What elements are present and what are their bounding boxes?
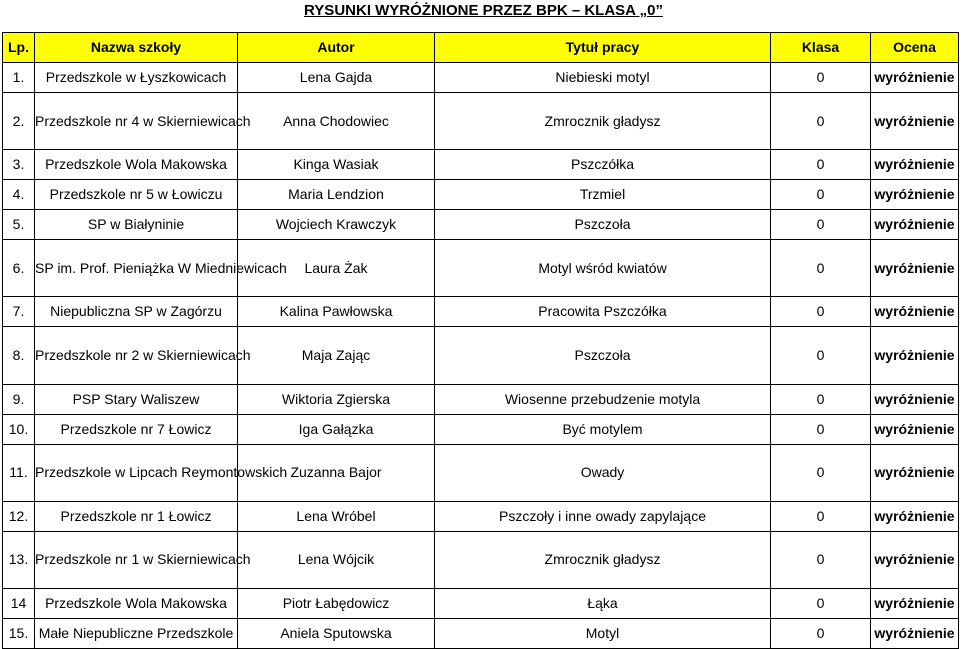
grade-value: wyróżnienie: [871, 150, 959, 180]
table-row: [3, 618, 959, 648]
grade-value: wyróżnienie: [871, 63, 959, 93]
work-title: Pszczoły i inne owady zapylające: [435, 501, 771, 531]
author-name: Lena Gajda: [238, 63, 435, 93]
row-number: 1.: [3, 63, 35, 93]
row-number: 15.: [3, 618, 35, 648]
school-name: Przedszkole nr 1 Łowicz: [35, 501, 238, 531]
table-row: [3, 414, 959, 444]
awards-table: [2, 32, 959, 649]
header-row: [3, 33, 959, 63]
school-name: PSP Stary Waliszew: [35, 384, 238, 414]
page-title: RYSUNKI WYRÓŻNIONE PRZEZ BPK – KLASA „0”: [304, 2, 663, 19]
school-name: Przedszkole w Łyszkowicach: [35, 63, 238, 93]
school-name: Przedszkole nr 4 w Skierniewicach: [35, 93, 238, 150]
grade-value: wyróżnienie: [871, 93, 959, 150]
school-name: Przedszkole nr 2 w Skierniewicach: [35, 327, 238, 384]
author-name: Maria Lendzion: [238, 180, 435, 210]
class-value: 0: [771, 501, 871, 531]
grade-value: wyróżnienie: [871, 414, 959, 444]
row-number: 9.: [3, 384, 35, 414]
row-number: 6.: [3, 240, 35, 297]
class-value: 0: [771, 150, 871, 180]
row-number: 7.: [3, 297, 35, 327]
grade-value: wyróżnienie: [871, 588, 959, 618]
school-name: Przedszkole w Lipcach Reymontowskich: [35, 444, 238, 501]
class-value: 0: [771, 297, 871, 327]
header-lp: Lp.: [3, 33, 35, 63]
table-row: [3, 531, 959, 588]
row-number: 13.: [3, 531, 35, 588]
row-number: 3.: [3, 150, 35, 180]
author-name: Piotr Łabędowicz: [238, 588, 435, 618]
table-row: [3, 501, 959, 531]
class-value: 0: [771, 180, 871, 210]
school-name: SP w Białyninie: [35, 210, 238, 240]
work-title: Pszczoła: [435, 327, 771, 384]
school-name: Niepubliczna SP w Zagórzu: [35, 297, 238, 327]
author-name: Laura Żak: [238, 240, 435, 297]
grade-value: wyróżnienie: [871, 210, 959, 240]
header-author: Autor: [238, 33, 435, 63]
school-name: Przedszkole nr 1 w Skierniewicach: [35, 531, 238, 588]
row-number: 11.: [3, 444, 35, 501]
grade-value: wyróżnienie: [871, 180, 959, 210]
class-value: 0: [771, 618, 871, 648]
class-value: 0: [771, 63, 871, 93]
table-row: [3, 444, 959, 501]
grade-value: wyróżnienie: [871, 297, 959, 327]
table-row: [3, 327, 959, 384]
work-title: Zmrocznik gładysz: [435, 531, 771, 588]
grade-value: wyróżnienie: [871, 501, 959, 531]
table-row: [3, 210, 959, 240]
row-number: 5.: [3, 210, 35, 240]
school-name: Przedszkole Wola Makowska: [35, 150, 238, 180]
school-name: SP im. Prof. Pieniążka W Miedniewicach: [35, 240, 238, 297]
work-title: Łąka: [435, 588, 771, 618]
class-value: 0: [771, 327, 871, 384]
school-name: Przedszkole nr 5 w Łowiczu: [35, 180, 238, 210]
author-name: Maja Zając: [238, 327, 435, 384]
author-name: Lena Wójcik: [238, 531, 435, 588]
author-name: Anna Chodowiec: [238, 93, 435, 150]
class-value: 0: [771, 531, 871, 588]
header-grade: Ocena: [871, 33, 959, 63]
author-name: Wojciech Krawczyk: [238, 210, 435, 240]
work-title: Pszczoła: [435, 210, 771, 240]
row-number: 10.: [3, 414, 35, 444]
grade-value: wyróżnienie: [871, 531, 959, 588]
class-value: 0: [771, 210, 871, 240]
author-name: Lena Wróbel: [238, 501, 435, 531]
table-row: [3, 297, 959, 327]
author-name: Wiktoria Zgierska: [238, 384, 435, 414]
author-name: Iga Gałązka: [238, 414, 435, 444]
work-title: Wiosenne przebudzenie motyla: [435, 384, 771, 414]
table-row: [3, 150, 959, 180]
table-row: [3, 180, 959, 210]
grade-value: wyróżnienie: [871, 327, 959, 384]
class-value: 0: [771, 588, 871, 618]
table-row: [3, 384, 959, 414]
table-row: [3, 240, 959, 297]
school-name: Przedszkole nr 7 Łowicz: [35, 414, 238, 444]
school-name: Przedszkole Wola Makowska: [35, 588, 238, 618]
table-row: [3, 588, 959, 618]
work-title: Być motylem: [435, 414, 771, 444]
grade-value: wyróżnienie: [871, 384, 959, 414]
class-value: 0: [771, 414, 871, 444]
class-value: 0: [771, 93, 871, 150]
work-title: Motyl: [435, 618, 771, 648]
work-title: Pszczółka: [435, 150, 771, 180]
row-number: 12.: [3, 501, 35, 531]
work-title: Pracowita Pszczółka: [435, 297, 771, 327]
grade-value: wyróżnienie: [871, 444, 959, 501]
class-value: 0: [771, 444, 871, 501]
header-work-title: Tytuł pracy: [435, 33, 771, 63]
header-school: Nazwa szkoły: [35, 33, 238, 63]
work-title: Motyl wśród kwiatów: [435, 240, 771, 297]
row-number: 4.: [3, 180, 35, 210]
row-number: 14: [3, 588, 35, 618]
row-number: 2.: [3, 93, 35, 150]
author-name: Aniela Sputowska: [238, 618, 435, 648]
work-title: Trzmiel: [435, 180, 771, 210]
table-row: [3, 63, 959, 93]
work-title: Zmrocznik gładysz: [435, 93, 771, 150]
header-class: Klasa: [771, 33, 871, 63]
author-name: Zuzanna Bajor: [238, 444, 435, 501]
author-name: Kinga Wasiak: [238, 150, 435, 180]
grade-value: wyróżnienie: [871, 240, 959, 297]
work-title: Niebieski motyl: [435, 63, 771, 93]
grade-value: wyróżnienie: [871, 618, 959, 648]
author-name: Kalina Pawłowska: [238, 297, 435, 327]
table-row: [3, 93, 959, 150]
row-number: 8.: [3, 327, 35, 384]
school-name: Małe Niepubliczne Przedszkole: [35, 618, 238, 648]
work-title: Owady: [435, 444, 771, 501]
class-value: 0: [771, 384, 871, 414]
class-value: 0: [771, 240, 871, 297]
